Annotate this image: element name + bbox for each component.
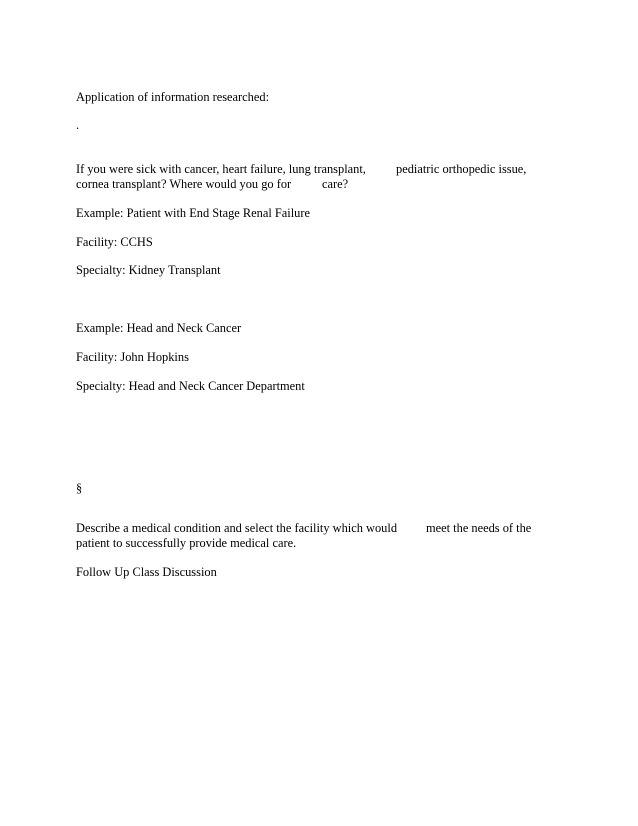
example-2-facility: Facility: John Hopkins bbox=[76, 350, 189, 364]
section-symbol: § bbox=[76, 481, 83, 495]
example-2-text: Example: Head and Neck Cancer bbox=[76, 321, 242, 335]
question-line-2 bbox=[76, 177, 291, 192]
question-line-1-part-1: If you were sick with cancer, heart failure, lung transplant, bbox=[76, 162, 366, 176]
followup-text: Follow Up Class Discussion bbox=[76, 565, 217, 579]
task-line-1-part-1: Describe a medical condition and select the facility which would bbox=[76, 521, 398, 535]
dot-text: . bbox=[76, 118, 80, 132]
example-1-text: Example: Patient with End Stage Renal Failure bbox=[76, 206, 310, 220]
task-line-1 bbox=[76, 521, 397, 536]
example-2-specialty: Specialty: Head and Neck Cancer Department bbox=[76, 379, 305, 393]
task-line-1-part-2: meet the needs of the bbox=[426, 521, 532, 535]
question-line-1-part-2: pediatric orthopedic issue, bbox=[396, 162, 527, 176]
question-line-1 bbox=[76, 162, 366, 177]
example-1-specialty: Specialty: Kidney Transplant bbox=[76, 263, 221, 277]
question-line-2-part-2: care? bbox=[322, 177, 349, 191]
question-line-2-part-1: cornea transplant? Where would you go for bbox=[76, 177, 292, 191]
example-1-facility: Facility: CCHS bbox=[76, 235, 153, 249]
task-line-2: patient to successfully provide medical care. bbox=[76, 536, 297, 550]
heading-text: Application of information researched: bbox=[76, 90, 270, 104]
